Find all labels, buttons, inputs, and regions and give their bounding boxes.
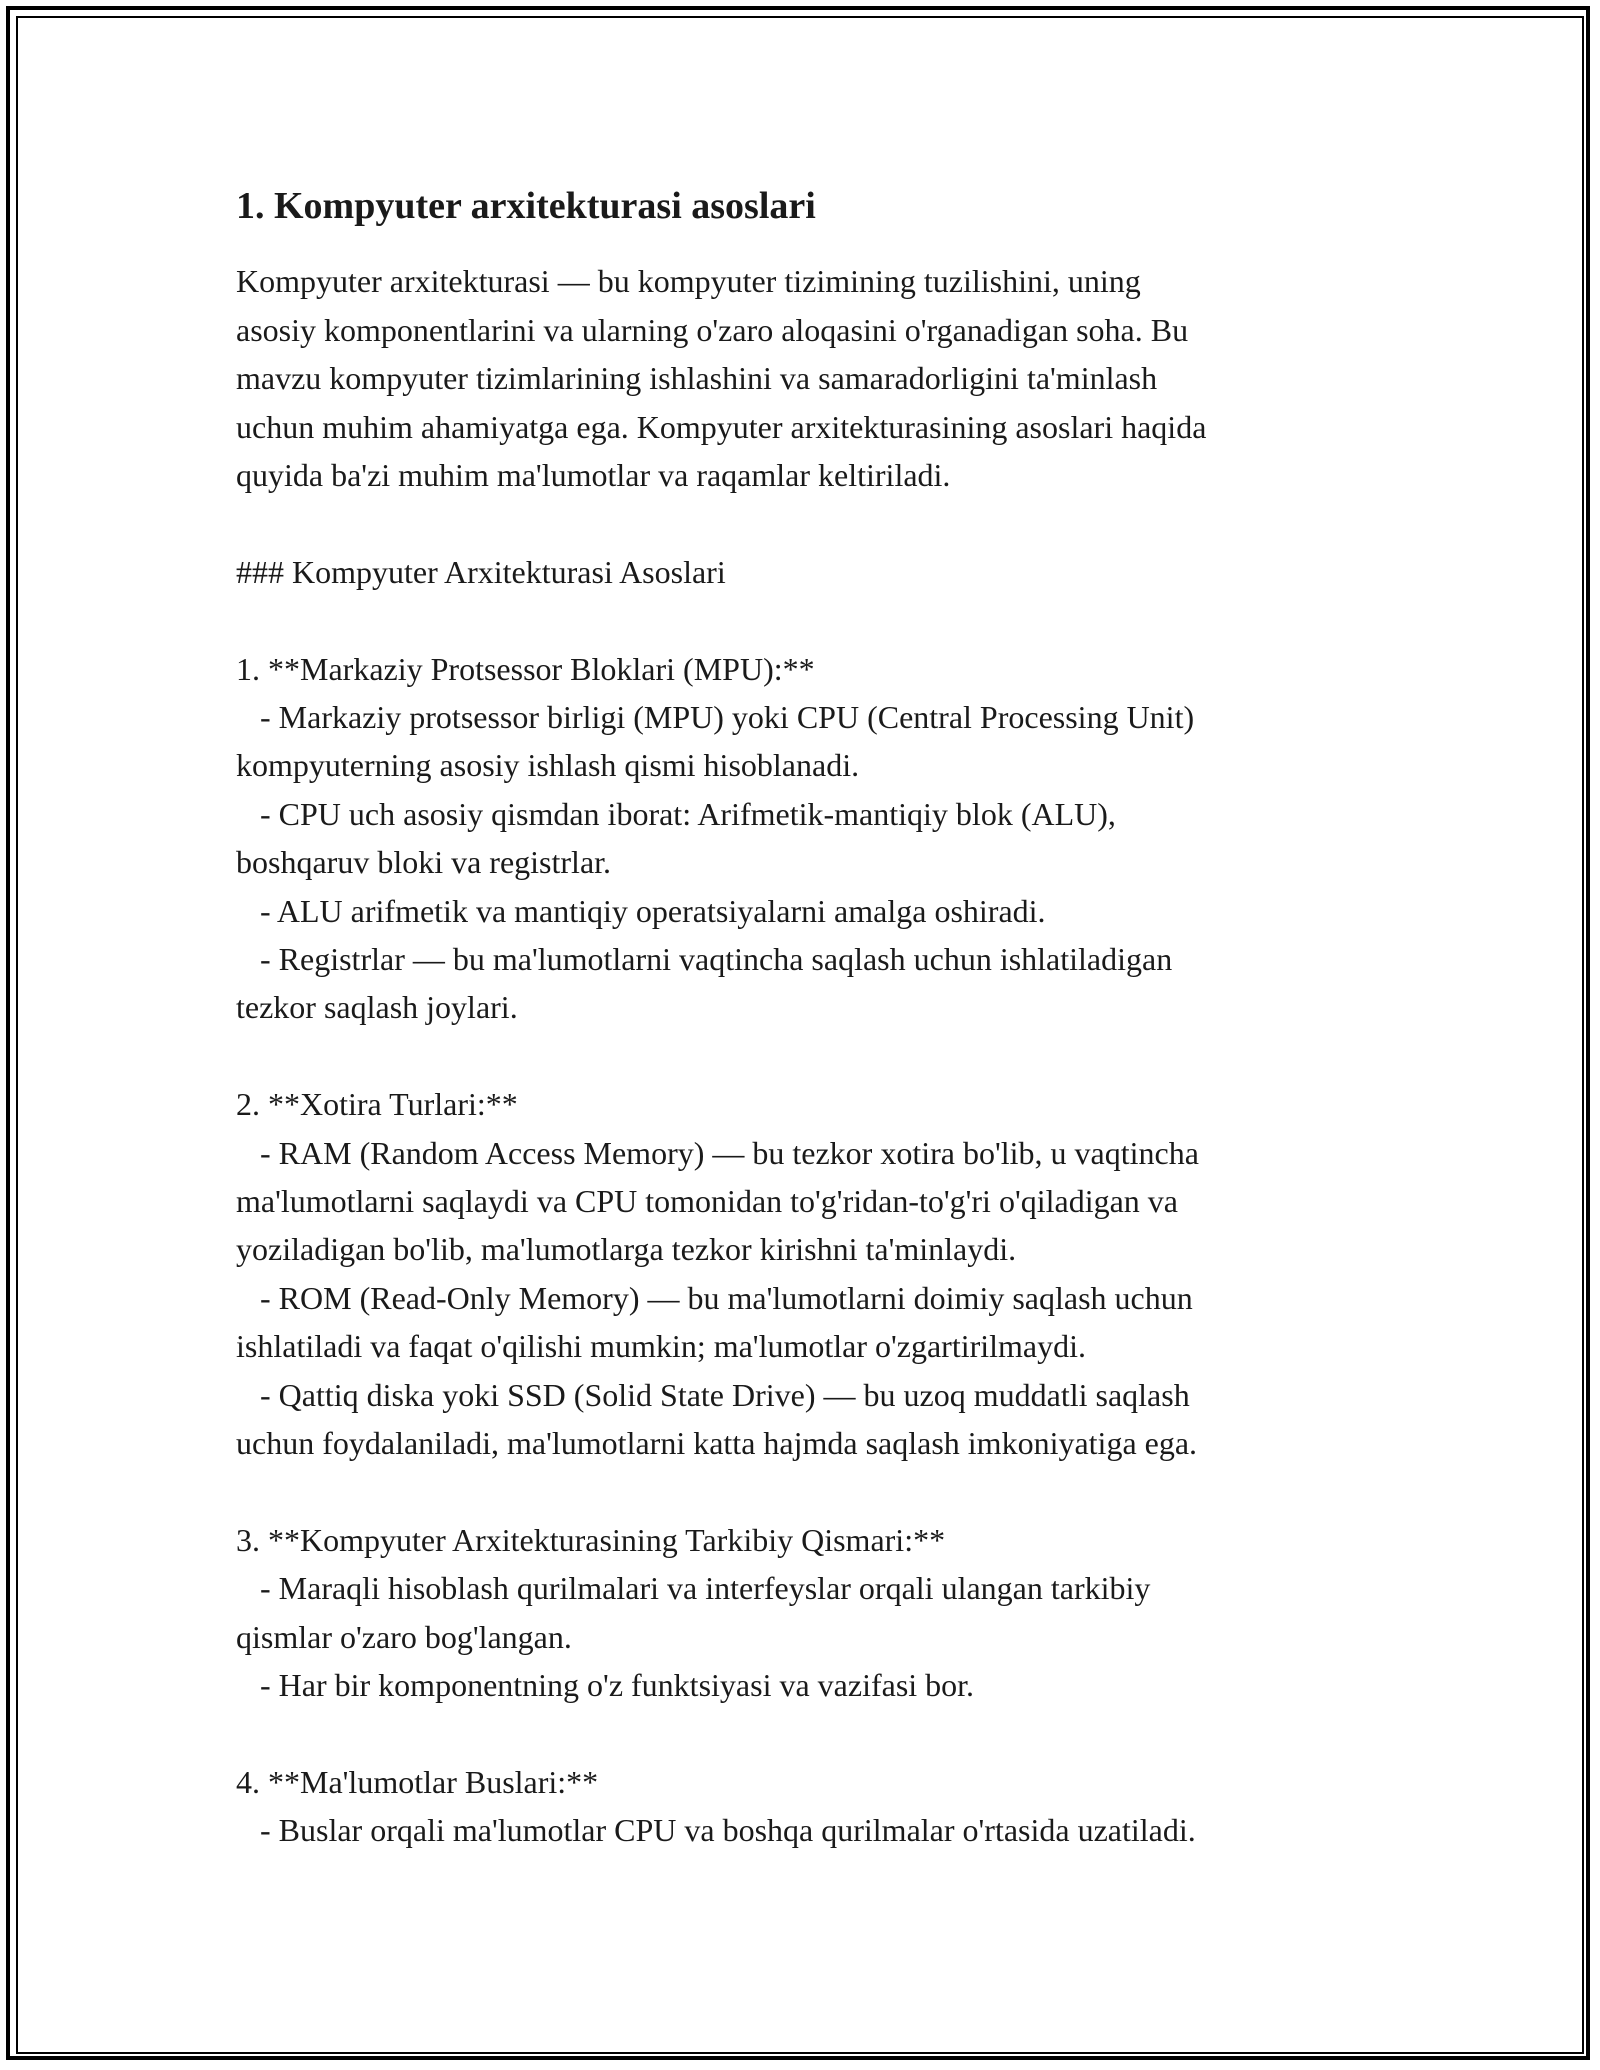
- section-body-2: - RAM (Random Access Memory) — bu tezkor xotira bo'lib, u vaqtincha ma'lumotlarni saqlaydi va CPU tomonidan to'g'ridan-to'g'ri o'qiladigan va yoziladigan bo'lib, ma'lumotlarga tezkor kirishni ta'minlaydi. - ROM (Read-Only Memory) — bu ma'lumotlarni doimiy saqlash uchun ishlatiladi va faqat o'qilishi mumkin; ma'lumotlar o'zgartirilmaydi. - Qattiq diska yoki SSD (Solid State Drive) — bu uzoq muddatli saqlash uchun foydalaniladi, ma'lumotlarni katta hajmda saqlash imkoniyatiga ega.: [236, 1134, 1199, 1462]
- document-title: 1. Kompyuter arxitekturasi asoslari: [236, 185, 816, 227]
- document-body: [236, 182, 1376, 1855]
- section-body-3: - Maraqli hisoblash qurilmalari va interfeyslar orqali ulangan tarkibiy qismlar o'zaro bog'langan. - Har bir komponentning o'z funktsiyasi va vazifasi bor.: [236, 1570, 1151, 1704]
- section-body-1: - Markaziy protsessor birligi (MPU) yoki CPU (Central Processing Unit) kompyuterning asosiy ishlash qismi hisoblanadi. - CPU uch asosiy qismdan iborat: Arifmetik-mantiqiy blok (ALU), boshqaruv bloki va registrlar. - ALU arifmetik va mantiqiy operatsiyalarni amalga oshiradi. - Registrlar — bu ma'lumotlarni vaqtincha saqlash uchun ishlatiladigan tezkor saqlash joylari.: [236, 699, 1195, 1026]
- spacer: [236, 596, 1376, 644]
- subheading: ### Kompyuter Arxitekturasi Asoslari: [236, 553, 726, 590]
- section-heading-2: 2. **Xotira Turlari:**: [236, 1086, 518, 1123]
- spacer: [236, 1468, 1376, 1516]
- section-heading-3: 3. **Kompyuter Arxitekturasining Tarkibiy Qismari:**: [236, 1521, 946, 1558]
- intro-paragraph: Kompyuter arxitekturasi — bu kompyuter tizimining tuzilishini, uning asosiy komponentlarini va ularning o'zaro aloqasini o'rganadigan soha. Bu mavzu kompyuter tizimlarining ishlashini va samaradorligini ta'minlash uchun muhim ahamiyatga ega. Kompyuter arxitekturasining asoslari haqida quyida ba'zi muhim ma'lumotlar va raqamlar keltiriladi.: [236, 263, 1207, 494]
- spacer: [236, 1710, 1376, 1758]
- spacer: [236, 499, 1376, 547]
- spacer: [236, 1032, 1376, 1080]
- section-body-4: - Buslar orqali ma'lumotlar CPU va boshqa qurilmalar o'rtasida uzatiladi.: [236, 1812, 1196, 1849]
- section-heading-4: 4. **Ma'lumotlar Buslari:**: [236, 1763, 599, 1800]
- section-heading-1: 1. **Markaziy Protsessor Bloklari (MPU):**: [236, 650, 815, 687]
